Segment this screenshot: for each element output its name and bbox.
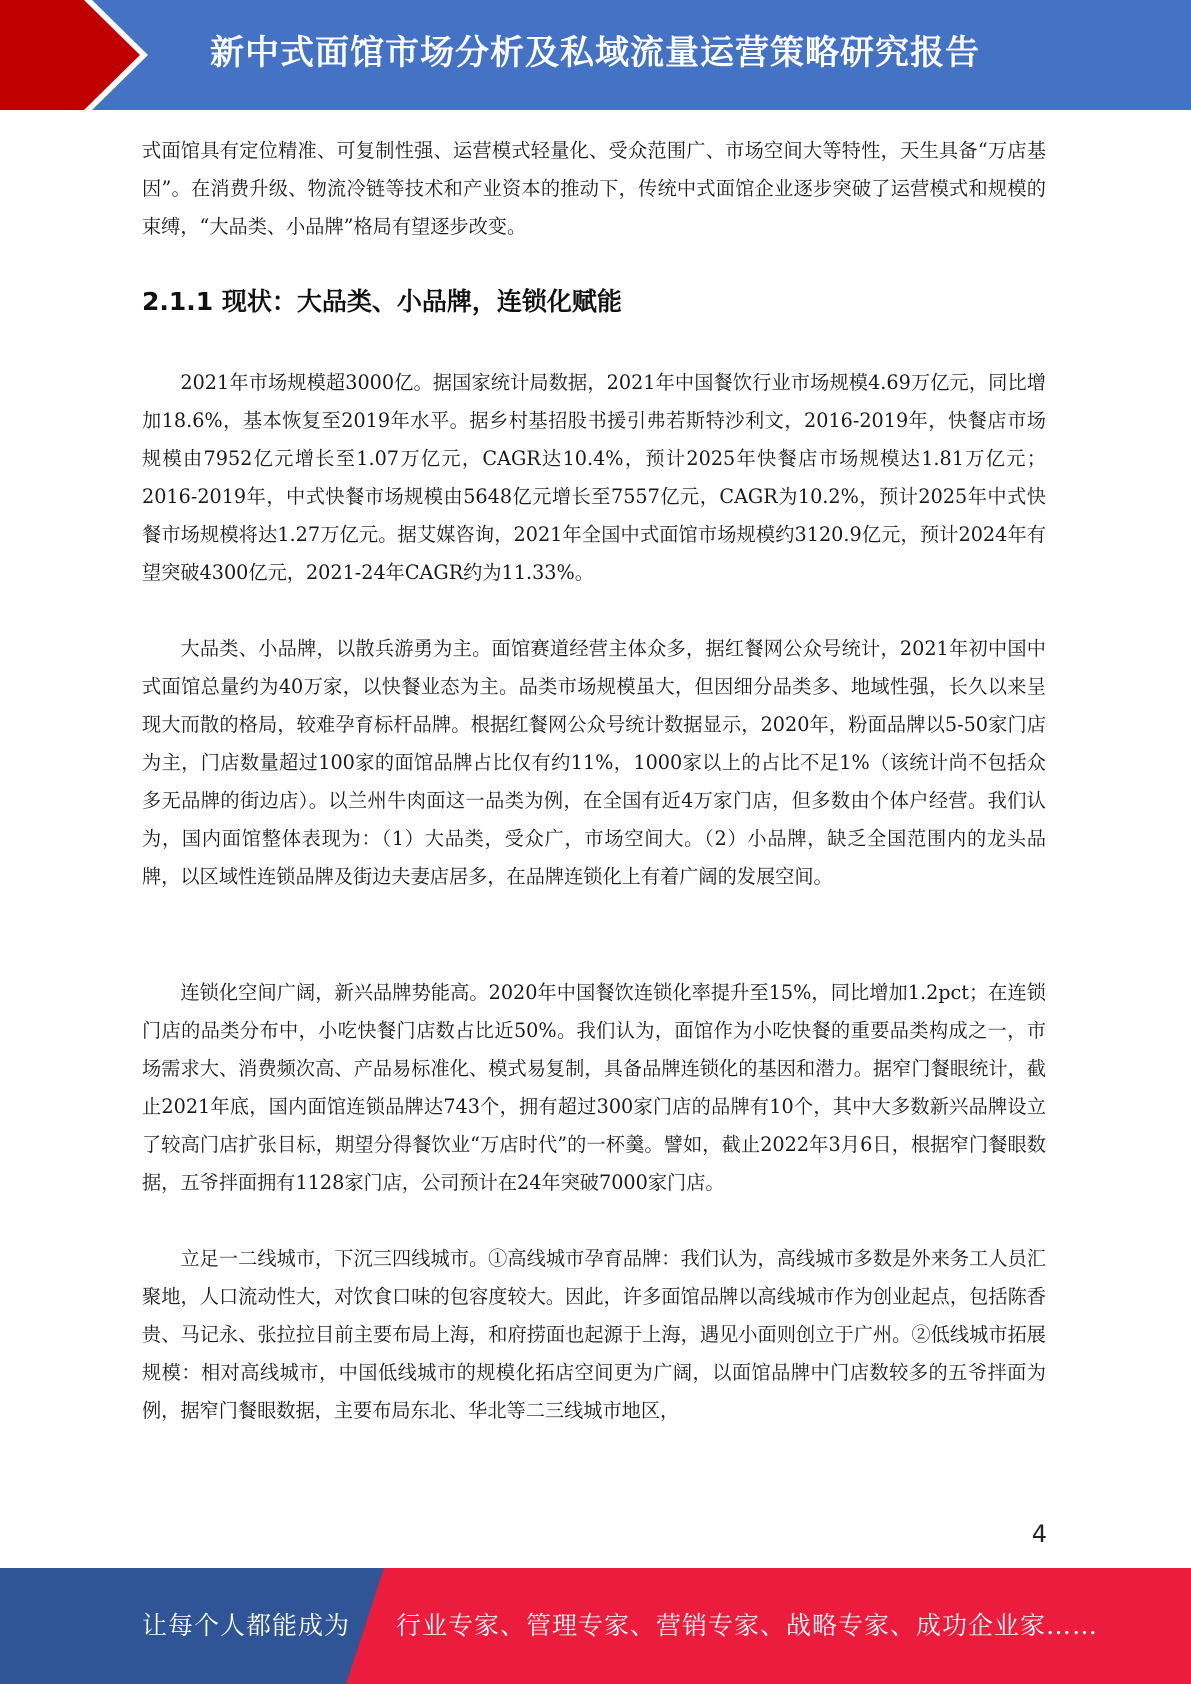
report-body [142,132,1046,1430]
page-number: 4 [1031,1520,1047,1548]
intro-paragraph: 式面馆具有定位精准、可复制性强、运营模式轻量化、受众范围广、市场空间大等特性，天生具备“万店基因”。在消费升级、物流冷链等技术和产业资本的推动下，传统中式面馆企业逐步突破了运营模式和规模的束缚，“大品类、小品牌”格局有望逐步改变。 [142,139,1046,238]
section-heading: 2.1.1 现状：大品类、小品牌，连锁化赋能 [142,287,622,316]
chain-paragraph: 连锁化空间广阔，新兴品牌势能高。2020年中国餐饮连锁化率提升至15%，同比增加1.2pct；在连锁门店的品类分布中，小吃快餐门店数占比近50%。我们认为，面馆作为小吃快餐的重要品类构成之一，市场需求大、消费频次高、产品易标准化、模式易复制，具备品牌连锁化的基因和潜力。据窄门餐眼统计，截止2021年底，国内面馆连锁品牌达743个，拥有超过300家门店的品牌有10个，其中大多数新兴品牌设立了较高门店扩张目标，期望分得餐饮业“万店时代”的一杯羹。譬如，截止2022年3月6日，根据窄门餐眼数据，五爷拌面拥有1128家门店，公司预计在24年突破7000家门店。 [142,981,1046,1194]
footer-banner [0,1568,1191,1684]
cities-paragraph: 立足一二线城市，下沉三四线城市。①高线城市孕育品牌：我们认为，高线城市多数是外来务工人员汇聚地，人口流动性大，对饮食口味的包容度较大。因此，许多面馆品牌以高线城市作为创业起点，包括陈香贵、马记永、张拉拉目前主要布局上海，和府捞面也起源于上海，遇见小面则创立于广州。②低线城市拓展规模：相对高线城市，中国低线城市的规模化拓店空间更为广阔，以面馆品牌中门店数较多的五爷拌面为例，据窄门餐眼数据，主要布局东北、华北等二三线城市地区， [142,1247,1046,1422]
report-title: 新中式面馆市场分析及私域流量运营策略研究报告 [210,33,980,73]
footer-slogan-right: 行业专家、管理专家、营销专家、战略专家、成功企业家…… [396,1611,1099,1640]
red-chevron-icon [0,0,150,110]
footer-slogan-left: 让每个人都能成为 [142,1611,351,1640]
big-category-paragraph: 大品类、小品牌，以散兵游勇为主。面馆赛道经营主体众多，据红餐网公众号统计，2021年初中国中式面馆总量约为40万家，以快餐业态为主。品类市场规模虽大，但因细分品类多、地域性强，长久以来呈现大而散的格局，较难孕育标杆品牌。根据红餐网公众号统计数据显示，2020年，粉面品牌以5-50家门店为主，门店数量超过100家的面馆品牌占比仅有约11%，1000家以上的占比不足1%（该统计尚不包括众多无品牌的街边店）。以兰州牛肉面这一品类为例，在全国有近4万家门店，但多数由个体户经营。我们认为，国内面馆整体表现为：（1）大品类，受众广，市场空间大。（2）小品牌，缺乏全国范围内的龙头品牌，以区域性连锁品牌及街边夫妻店居多，在品牌连锁化上有着广阔的发展空间。 [142,637,1046,888]
report-header [0,0,1191,110]
market-size-paragraph: 2021年市场规模超3000亿。据国家统计局数据，2021年中国餐饮行业市场规模4.69万亿元，同比增加18.6%，基本恢复至2019年水平。据乡村基招股书援引弗若斯特沙利文，2016-2019年，快餐店市场规模由7952亿元增长至1.07万亿元，CAGR达10.4%，预计2025年快餐店市场规模达1.81万亿元；2016-2019年，中式快餐市场规模由5648亿元增长至7557亿元，CAGR为10.2%，预计2025年中式快餐市场规模将达1.27万亿元。据艾媒咨询，2021年全国中式面馆市场规模约3120.9亿元，预计2024年有望突破4300亿元，2021-24年CAGR约为11.33%。 [142,371,1046,584]
